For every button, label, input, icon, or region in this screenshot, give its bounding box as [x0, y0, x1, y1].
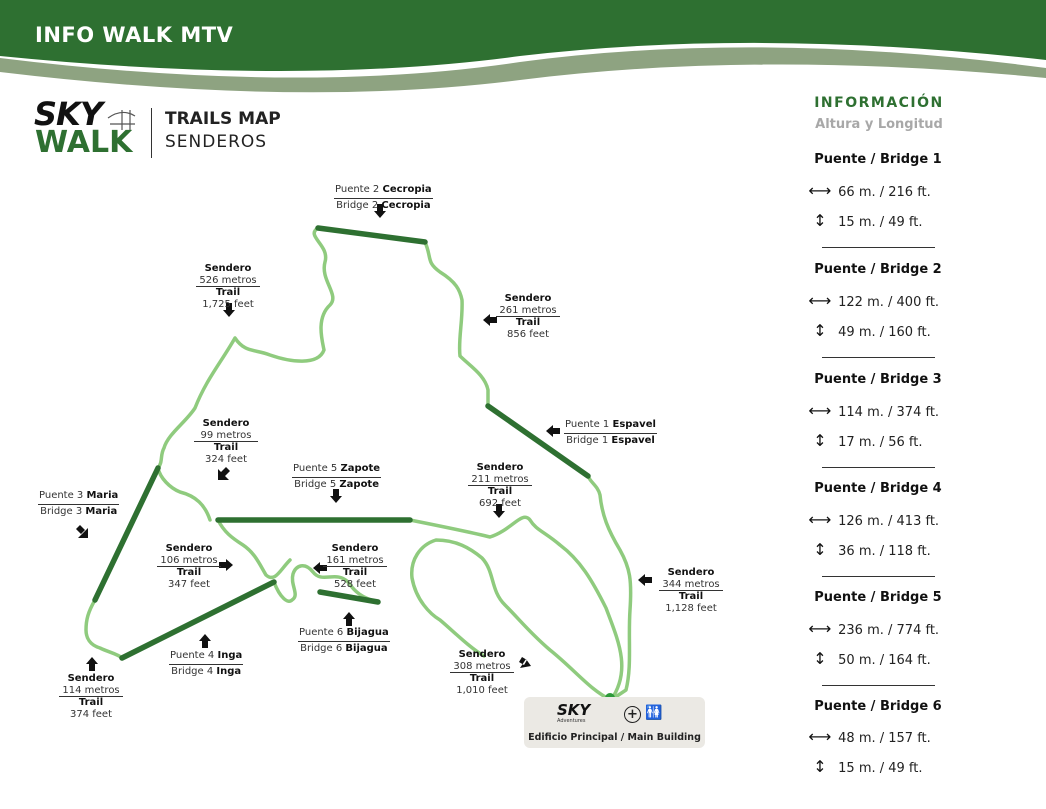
bridge-label-name: Bijagua — [345, 643, 388, 654]
arrow-up-icon — [199, 634, 211, 648]
trail-label-trail: Trail — [487, 486, 513, 497]
trail-label-metros: 344 metros — [659, 579, 723, 592]
arrow-right-icon — [519, 657, 531, 668]
arrow-left-icon — [638, 574, 652, 586]
logo-walk-text: WALK — [35, 125, 133, 160]
main-building-label: Edificio Principal / Main Building — [528, 732, 701, 743]
arrow-down-left-icon — [218, 467, 230, 480]
bridge-label-maria — [38, 489, 119, 519]
trail-label-sendero: Sendero — [202, 418, 250, 429]
info-height-row — [806, 649, 931, 668]
vertical-arrow-icon: ↕ — [813, 757, 827, 776]
arrow-down-right-icon — [76, 525, 88, 538]
bridge-label-puente: Puente 3 — [39, 490, 84, 501]
trail-label-metros: 114 metros — [59, 685, 123, 698]
bridge-label-name: Cecropia — [382, 184, 432, 195]
trail-label-feet: 374 feet — [69, 708, 112, 720]
horizontal-arrow-icon: ⟷ — [808, 291, 832, 310]
info-height-row — [806, 211, 923, 230]
logo-divider — [151, 108, 152, 158]
trail-label-308 — [450, 649, 514, 696]
info-length-value: 126 m. / 413 ft. — [838, 514, 940, 529]
bridge-label-name: Maria — [85, 506, 118, 517]
info-separator — [822, 247, 935, 248]
info-height-row — [806, 321, 931, 340]
trail-label-sendero: Sendero — [504, 293, 552, 304]
bridge-label-espavel — [564, 418, 657, 448]
info-separator — [822, 685, 935, 686]
trail-label-114 — [59, 673, 123, 720]
trail-label-feet: 347 feet — [167, 578, 210, 590]
trail-label-trail: Trail — [78, 697, 104, 708]
trail-label-sendero: Sendero — [67, 673, 115, 684]
bridge-label-name: Maria — [86, 490, 119, 501]
info-length-row — [806, 727, 931, 746]
bridge-label-name: Zapote — [340, 463, 381, 474]
trail-label-trail: Trail — [215, 287, 241, 298]
trail-label-sendero: Sendero — [331, 543, 379, 554]
trail-label-trail: Trail — [469, 673, 495, 684]
info-subtitle: Altura y Longitud — [815, 117, 943, 132]
bridge-label-bridge: Bridge 5 — [294, 479, 337, 490]
info-length-value: 114 m. / 374 ft. — [838, 405, 940, 420]
bridge-label-zapote — [292, 462, 381, 492]
bridge-label-name: Cecropia — [381, 200, 431, 211]
trails-map-title: TRAILS MAP — [165, 109, 281, 129]
header-title: INFO WALK MTV — [35, 23, 234, 47]
main-building-card[interactable] — [524, 697, 705, 748]
info-length-row — [806, 401, 939, 420]
trail-zapote-east — [410, 517, 622, 700]
trail-label-211 — [468, 462, 532, 509]
info-height-value: 49 m. / 160 ft. — [838, 325, 931, 340]
bridge-6-bijagua-line — [320, 592, 378, 602]
bridge-label-bridge: Bridge 4 — [171, 666, 214, 677]
trail-label-feet: 1,010 feet — [456, 684, 508, 696]
bridge-label-name: Bijagua — [346, 627, 389, 638]
info-height-row — [806, 431, 923, 450]
info-length-value: 66 m. / 216 ft. — [838, 185, 931, 200]
trail-label-sendero: Sendero — [204, 263, 252, 274]
trail-west-loop — [86, 600, 122, 658]
trail-label-trail: Trail — [678, 591, 704, 602]
trail-label-106 — [157, 543, 221, 590]
bridge-2-cecropia-line — [318, 228, 425, 242]
main-building-logo-sub: Adventures — [557, 718, 586, 724]
info-separator — [822, 357, 935, 358]
trail-label-feet: 324 feet — [204, 453, 247, 465]
trail-label-99 — [194, 418, 258, 465]
trail-label-feet: 1,128 feet — [665, 602, 717, 614]
bridge-label-name: Inga — [217, 650, 243, 661]
bridge-label-puente: Puente 2 — [335, 184, 380, 195]
trail-label-metros: 526 metros — [196, 275, 260, 288]
bridge-4-inga-line — [122, 582, 274, 658]
logo-sky-text: SKY — [34, 95, 103, 133]
trail-label-sendero: Sendero — [165, 543, 213, 554]
trail-label-metros: 99 metros — [194, 430, 258, 443]
trail-label-261 — [496, 293, 560, 340]
info-length-value: 236 m. / 774 ft. — [838, 623, 940, 638]
trail-label-sendero: Sendero — [458, 649, 506, 660]
info-height-row — [806, 540, 931, 559]
trail-label-feet: 856 feet — [506, 328, 549, 340]
info-title: INFORMACIÓN — [814, 95, 944, 111]
info-bridge-name: Puente / Bridge 2 — [814, 262, 942, 277]
info-length-row — [806, 510, 939, 529]
trail-label-161 — [323, 543, 387, 590]
trail-label-metros: 106 metros — [157, 555, 221, 568]
info-bridge-name: Puente / Bridge 3 — [814, 372, 942, 387]
bridge-label-puente: Puente 1 — [565, 419, 610, 430]
trail-zapote-west — [218, 520, 290, 577]
info-length-row — [806, 291, 939, 310]
bridge-label-puente: Puente 4 — [170, 650, 215, 661]
trail-label-trail: Trail — [515, 317, 541, 328]
horizontal-arrow-icon: ⟷ — [808, 727, 832, 746]
trail-label-feet: 1,725 feet — [202, 298, 254, 310]
trail-label-sendero: Sendero — [476, 462, 524, 473]
bridge-label-bridge: Bridge 1 — [566, 435, 609, 446]
bridge-label-inga — [169, 649, 243, 679]
info-bridge-name: Puente / Bridge 4 — [814, 481, 942, 496]
trail-label-feet: 528 feet — [333, 578, 376, 590]
trail-label-sendero: Sendero — [667, 567, 715, 578]
arrow-up-icon — [86, 657, 98, 671]
main-building-logo: SKY — [557, 701, 591, 719]
bridge-label-name: Espavel — [612, 419, 656, 430]
bridge-label-bijagua — [298, 626, 390, 656]
trail-label-trail: Trail — [342, 567, 368, 578]
trail-label-metros: 261 metros — [496, 305, 560, 318]
info-height-value: 15 m. / 49 ft. — [838, 761, 923, 776]
horizontal-arrow-icon: ⟷ — [808, 401, 832, 420]
trails-map-subtitle: SENDEROS — [165, 132, 268, 152]
bridge-label-name: Zapote — [339, 479, 379, 490]
horizontal-arrow-icon: ⟷ — [808, 619, 832, 638]
info-bridge-name: Puente / Bridge 5 — [814, 590, 942, 605]
bridge-label-name: Inga — [216, 666, 242, 677]
info-length-value: 122 m. / 400 ft. — [838, 295, 940, 310]
trail-label-feet: 692 feet — [478, 497, 521, 509]
bridge-label-cecropia — [334, 183, 433, 213]
bridge-label-name: Espavel — [611, 435, 655, 446]
info-bridge-name: Puente / Bridge 6 — [814, 699, 942, 714]
trail-label-trail: Trail — [213, 442, 239, 453]
bridge-label-bridge: Bridge 6 — [300, 643, 343, 654]
trail-label-metros: 211 metros — [468, 474, 532, 487]
arrow-left-icon — [483, 314, 497, 326]
trail-label-526 — [196, 263, 260, 310]
horizontal-arrow-icon: ⟷ — [808, 181, 832, 200]
trail-east-loop — [425, 242, 488, 406]
vertical-arrow-icon: ↕ — [813, 540, 827, 559]
info-length-row — [806, 619, 939, 638]
trail-label-metros: 308 metros — [450, 661, 514, 674]
info-height-row — [806, 757, 923, 776]
first-aid-icon: + — [624, 706, 641, 723]
bridge-label-bridge: Bridge 3 — [40, 506, 83, 517]
trail-label-344 — [659, 567, 723, 614]
info-separator — [822, 576, 935, 577]
bridge-label-puente: Puente 5 — [293, 463, 338, 474]
restroom-icon: 🚻 — [645, 705, 663, 721]
bridge-label-puente: Puente 6 — [299, 627, 344, 638]
info-height-value: 17 m. / 56 ft. — [838, 435, 923, 450]
info-length-row — [806, 181, 931, 200]
bridge-label-bridge: Bridge 2 — [336, 200, 379, 211]
arrow-right-icon — [219, 559, 233, 571]
arrow-left-icon — [546, 425, 560, 437]
vertical-arrow-icon: ↕ — [813, 649, 827, 668]
vertical-arrow-icon: ↕ — [813, 431, 827, 450]
info-bridge-name: Puente / Bridge 1 — [814, 152, 942, 167]
info-height-value: 15 m. / 49 ft. — [838, 215, 923, 230]
bridge-3-maria-line — [95, 468, 158, 600]
info-height-value: 50 m. / 164 ft. — [838, 653, 931, 668]
vertical-arrow-icon: ↕ — [813, 321, 827, 340]
vertical-arrow-icon: ↕ — [813, 211, 827, 230]
info-length-value: 48 m. / 157 ft. — [838, 731, 931, 746]
horizontal-arrow-icon: ⟷ — [808, 510, 832, 529]
info-separator — [822, 467, 935, 468]
trail-label-metros: 161 metros — [323, 555, 387, 568]
arrow-up-icon — [343, 612, 355, 626]
info-height-value: 36 m. / 118 ft. — [838, 544, 931, 559]
trail-label-trail: Trail — [176, 567, 202, 578]
